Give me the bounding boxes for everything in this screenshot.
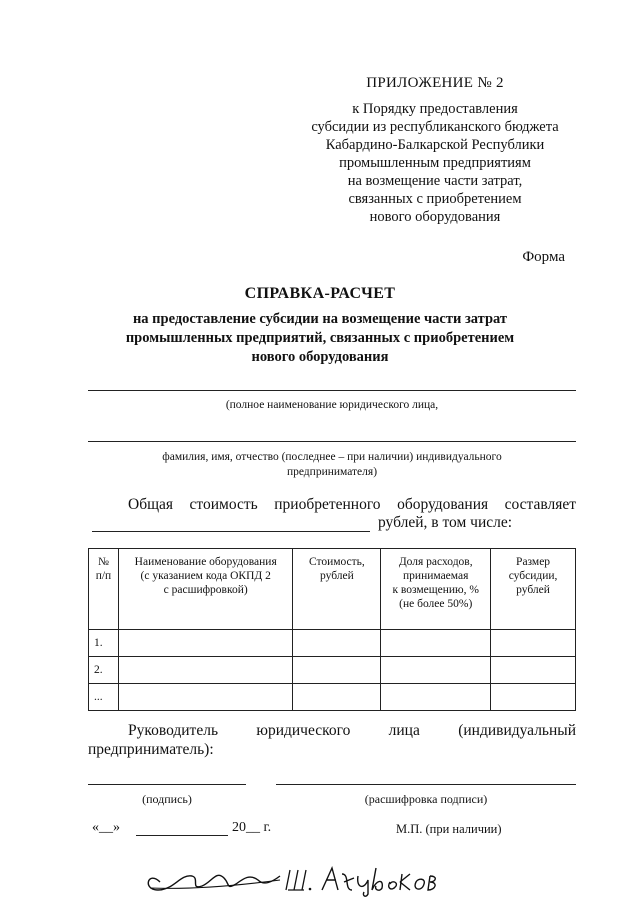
header-text: с расшифровкой)	[163, 584, 248, 596]
entity-caption-2-line2: предпринимателя)	[286, 466, 378, 478]
entity-name-line-2[interactable]	[88, 441, 576, 442]
signature-decode-caption: (расшифровка подписи)	[364, 792, 488, 806]
header-text: принимаемая	[403, 570, 469, 582]
head-paragraph-line2: предприниматель):	[88, 741, 214, 758]
entity-name-line[interactable]	[88, 390, 576, 391]
row-number: 1.	[89, 630, 119, 657]
subtitle-line: на предоставление субсидии на возмещение части затрат	[132, 311, 508, 327]
table-cell[interactable]	[293, 684, 381, 711]
head-word: юридического	[256, 722, 351, 739]
header-text: п/п	[95, 570, 112, 582]
table-header-row	[89, 549, 576, 630]
appendix-block	[290, 74, 580, 226]
cost-word: оборудования	[397, 496, 489, 513]
header-text: к возмещению, %	[392, 584, 479, 596]
header-text: Доля расходов,	[398, 556, 473, 568]
appendix-title: ПРИЛОЖЕНИЕ № 2	[366, 75, 504, 91]
head-word: (индивидуальный	[458, 722, 577, 739]
table-cell[interactable]	[381, 684, 491, 711]
table-row	[89, 684, 576, 711]
calculation-table	[88, 548, 576, 711]
head-paragraph	[128, 722, 576, 740]
header-text: субсидии,	[508, 570, 558, 582]
table-cell[interactable]	[491, 657, 576, 684]
cost-word: стоимость	[189, 496, 258, 513]
header-expense-share	[381, 549, 491, 630]
table-cell[interactable]	[118, 630, 293, 657]
header-equipment-name	[118, 549, 293, 630]
appendix-line: связанных с приобретением	[348, 191, 522, 207]
table-cell[interactable]	[491, 684, 576, 711]
subtitle-line: нового оборудования	[251, 349, 389, 365]
table-cell[interactable]	[118, 657, 293, 684]
signature-caption: (подпись)	[142, 792, 192, 806]
form-label: Форма	[522, 249, 565, 265]
header-text: №	[97, 556, 109, 568]
table-cell[interactable]	[293, 657, 381, 684]
header-number	[89, 549, 119, 630]
signature-line[interactable]	[88, 784, 246, 785]
cost-suffix: рублей, в том числе:	[378, 514, 513, 531]
table-cell[interactable]	[381, 657, 491, 684]
table-cell[interactable]	[118, 684, 293, 711]
header-text: рублей	[320, 570, 354, 582]
date-year: 20__ г.	[232, 820, 272, 835]
header-subsidy-amount	[491, 549, 576, 630]
entity-caption-2	[88, 450, 576, 480]
header-text: (с указанием кода ОКПД 2	[140, 570, 271, 582]
table-cell[interactable]	[491, 630, 576, 657]
head-word: Руководитель	[128, 722, 219, 739]
header-cost	[293, 549, 381, 630]
stamp-note: М.П. (при наличии)	[396, 822, 502, 836]
header-text: Наименование оборудования	[134, 556, 277, 568]
header-text: Размер	[516, 556, 551, 568]
appendix-line: субсидии из республиканского бюджета	[311, 119, 559, 135]
document-subtitle	[110, 310, 530, 367]
document-title: СПРАВКА-РАСЧЕТ	[244, 285, 396, 302]
entity-caption-2-line1: фамилия, имя, отчество (последнее – при наличии) индивидуального	[162, 451, 502, 463]
table-row	[89, 630, 576, 657]
header-text: (не более 50%)	[399, 598, 473, 610]
row-number: 2.	[89, 657, 119, 684]
cost-word: приобретенного	[274, 496, 381, 513]
table-cell[interactable]	[381, 630, 491, 657]
appendix-line: Кабардино-Балкарской Республики	[325, 137, 545, 153]
signature-decode-line[interactable]	[276, 784, 576, 785]
date-day: «__»	[92, 820, 120, 835]
head-word: лица	[388, 722, 420, 739]
header-text: рублей	[516, 584, 550, 596]
appendix-line: к Порядку предоставления	[352, 101, 518, 117]
subtitle-line: промышленных предприятий, связанных с приобретением	[125, 330, 515, 346]
appendix-line: промышленным предприятиям	[339, 155, 531, 171]
appendix-line: на возмещение части затрат,	[347, 173, 523, 189]
cost-word: составляет	[504, 496, 577, 513]
table-cell[interactable]	[293, 630, 381, 657]
header-text: Стоимость,	[308, 556, 365, 568]
appendix-line: нового оборудования	[369, 209, 501, 225]
date-month-line[interactable]	[136, 835, 228, 836]
row-number: ...	[89, 684, 119, 711]
entity-caption: (полное наименование юридического лица,	[225, 399, 439, 411]
cost-paragraph	[128, 496, 576, 514]
total-cost-line[interactable]	[92, 531, 370, 532]
handwritten-signature	[140, 860, 460, 900]
cost-word: Общая	[128, 496, 174, 513]
table-row	[89, 657, 576, 684]
